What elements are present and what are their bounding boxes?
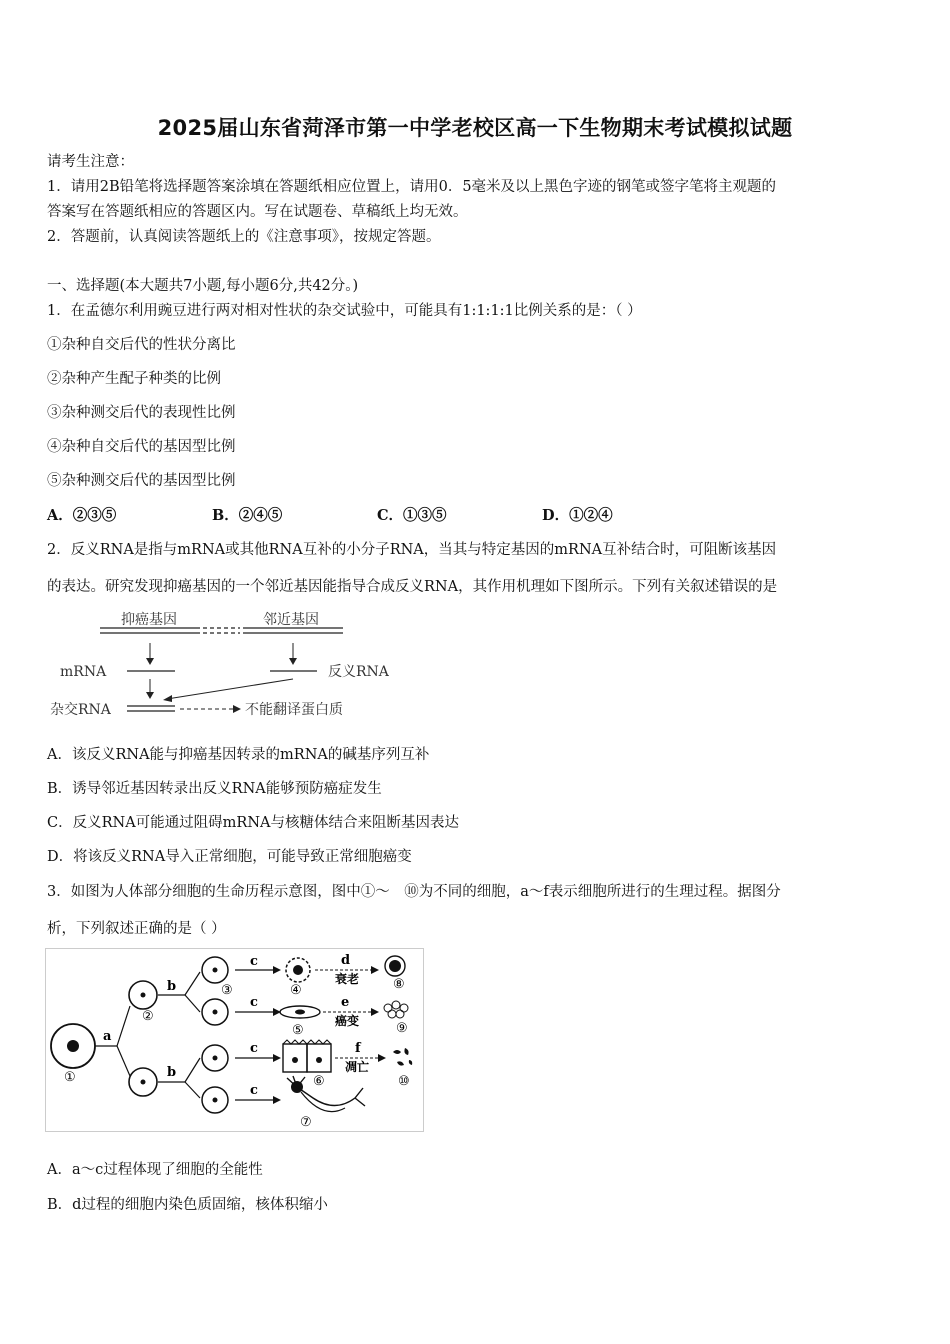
q2-option-b[interactable]: B．诱导邻近基因转录出反义RNA能够预防癌症发生 — [47, 781, 382, 797]
q1-item: ②杂种产生配子种类的比例 — [47, 371, 221, 387]
q1-option-c[interactable]: C．①③⑤ — [377, 507, 447, 524]
process-a: a — [103, 1029, 112, 1044]
hybrid-rna-label: 杂交RNA — [50, 702, 111, 718]
label-cell-1: ① — [64, 1070, 76, 1085]
label-cell-2: ② — [142, 1009, 154, 1024]
result-label: 不能翻译蛋白质 — [245, 702, 343, 718]
q3-stem-line-2: 析，下列叙述正确的是（ ） — [47, 921, 226, 937]
q2-stem-line-2: 的表达。研究发现抑癌基因的一个邻近基因能指导合成反义RNA，其作用机理如下图所示。下列有关叙述错误的是 — [47, 579, 778, 595]
label-cell-9: ⑨ — [396, 1021, 408, 1036]
q1-item: ⑤杂种测交后代的基因型比例 — [47, 473, 236, 489]
q1-option-b[interactable]: B．②④⑤ — [212, 507, 283, 524]
label-cell-4: ④ — [290, 983, 302, 998]
process-b-top: b — [167, 979, 177, 994]
label-cell-8: ⑧ — [393, 977, 405, 992]
q1-stem: 1．在孟德尔利用豌豆进行两对相对性状的杂交试验中，可能具有1:1:1:1比例关系的是：（ ） — [47, 303, 642, 319]
process-c-2: c — [250, 995, 258, 1010]
q2-option-c[interactable]: C．反义RNA可能通过阻碍mRNA与核糖体结合来阻断基因表达 — [47, 815, 459, 831]
mrna-label: mRNA — [60, 664, 107, 680]
antisense-rna-diagram — [45, 605, 405, 730]
label-cell-7: ⑦ — [300, 1115, 312, 1130]
notice-line-1b: 答案写在答题纸相应的答题区内。写在试题卷、草稿纸上均无效。 — [47, 204, 468, 220]
q3-option-b[interactable]: B．d过程的细胞内染色质固缩，核体积缩小 — [47, 1197, 328, 1213]
q3-stem-line-1: 3．如图为人体部分细胞的生命历程示意图，图中①～ ⑩为不同的细胞，a～f表示细胞所进行的生理过程。据图分 — [47, 884, 781, 900]
process-e: e — [341, 995, 350, 1010]
gene-label-adjacent: 邻近基因 — [263, 612, 319, 628]
notice-heading: 请考生注意： — [47, 154, 134, 170]
cancer-label: 癌变 — [335, 1014, 360, 1028]
label-cell-3: ③ — [221, 983, 233, 998]
q1-option-d[interactable]: D．①②④ — [542, 507, 613, 524]
q2-option-a[interactable]: A．该反义RNA能与抑癌基因转录的mRNA的碱基序列互补 — [47, 747, 430, 763]
process-d: d — [341, 953, 351, 968]
antisense-rna-label: 反义RNA — [328, 664, 389, 680]
label-cell-5: ⑤ — [292, 1023, 304, 1038]
notice-line-2: 2．答题前，认真阅读答题纸上的《注意事项》，按规定答题。 — [47, 229, 441, 245]
gene-label-tumor-suppressor: 抑癌基因 — [121, 612, 177, 628]
label-cell-6: ⑥ — [313, 1074, 325, 1089]
section-heading: 一、选择题(本大题共7小题,每小题6分,共42分。) — [47, 278, 359, 294]
apoptosis-label: 凋亡 — [345, 1060, 370, 1074]
process-b-bottom: b — [167, 1065, 177, 1080]
process-c-1: c — [250, 954, 258, 969]
page-title: 2025届山东省菏泽市第一中学老校区高一下生物期末考试模拟试题 — [157, 116, 793, 140]
process-c-3: c — [250, 1041, 258, 1056]
process-f: f — [355, 1041, 361, 1056]
q1-item: ①杂种自交后代的性状分离比 — [47, 337, 236, 353]
process-c-4: c — [250, 1083, 258, 1098]
aging-label: 衰老 — [335, 972, 360, 986]
label-cell-10: ⑩ — [398, 1074, 410, 1089]
notice-line-1a: 1．请用2B铅笔将选择题答案涂填在答题纸相应位置上，请用0．5毫米及以上黑色字迹的钢笔或签字笔将主观题的 — [47, 179, 777, 195]
q2-stem-line-1: 2．反义RNA是指与mRNA或其他RNA互补的小分子RNA，当其与特定基因的mRNA互补结合时，可阻断该基因 — [47, 542, 777, 558]
q2-option-d[interactable]: D．将该反义RNA导入正常细胞，可能导致正常细胞癌变 — [47, 849, 412, 865]
q1-option-a[interactable]: A．②③⑤ — [47, 507, 117, 524]
q1-item: ③杂种测交后代的表现性比例 — [47, 405, 236, 421]
q3-option-a[interactable]: A．a～c过程体现了细胞的全能性 — [47, 1162, 263, 1178]
cell-life-history-diagram — [45, 948, 425, 1133]
q1-item: ④杂种自交后代的基因型比例 — [47, 439, 236, 455]
